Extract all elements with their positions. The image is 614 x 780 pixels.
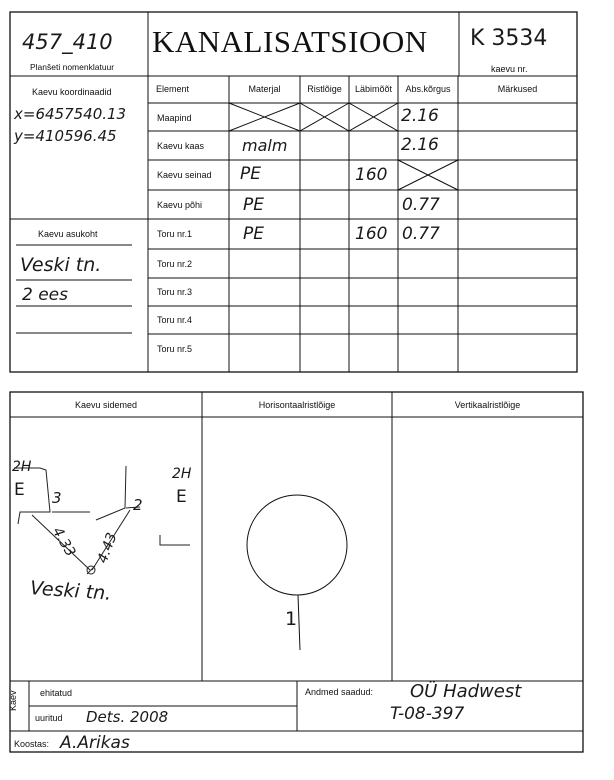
coordinates-label: Kaevu koordinaadid [32,87,112,97]
cell-abs-korgus: 0.77 [402,224,440,244]
cell-labimoot: 160 [355,224,388,244]
pipe-label: 1 [285,608,298,630]
data-source-label: Andmed saadud: [305,687,374,697]
col-header-ristloige: Ristlõige [307,84,342,94]
data-source-code: T-08-397 [390,704,465,724]
section-well-connections: Kaevu sidemed [74,400,138,410]
location-line-1: Veski tn. [20,254,102,276]
well-number-value: K 3534 [470,26,548,51]
section-horizontal-section: Horisontaalristlõige [258,400,336,410]
nomenclature-label: Planšeti nomenklatuur [30,62,115,72]
coordinate-y: y=410596.45 [14,127,117,145]
sketch-dist-left: 4.33 [48,524,79,560]
col-header-labimoot: Läbimõõt [354,84,393,94]
cell-abs-korgus: 2.16 [401,106,439,126]
col-header-abs-korgus: Abs.kõrgus [405,84,451,94]
location-line-2: 2 ees [22,285,68,305]
data-source-value: OÜ Hadwest [410,681,522,702]
cell-abs-korgus: 0.77 [402,195,440,215]
sketch-street: Veski tn. [29,577,112,605]
sketch-num-right: 2 [133,496,143,514]
sketch-right-building-e: E [176,487,187,507]
row-label: Toru nr.1 [157,229,193,239]
row-label: Kaevu kaas [157,141,205,151]
cell-materjal: malm [242,136,288,155]
built-label: ehitatud [40,688,73,698]
row-label: Toru nr.2 [157,259,193,269]
col-header-materjal: Materjal [248,84,281,94]
cell-labimoot: 160 [355,165,388,185]
nomenclature-value: 457_410 [22,30,113,54]
form-title: KANALISATSIOON [152,24,428,59]
well-side-label: Kaev [8,690,18,711]
col-header-element: Element [156,84,190,94]
sketch-right-building: 2H [172,466,192,482]
location-label: Kaevu asukoht [38,229,98,239]
sketch-num-left: 3 [52,489,62,507]
row-label: Toru nr.5 [157,344,193,354]
surveyed-value: Dets. 2008 [86,708,169,726]
row-label: Toru nr.4 [157,315,193,325]
sketch-left-building-e: E [14,480,25,500]
row-label: Kaevu seinad [157,170,212,180]
row-label: Maapind [157,113,192,123]
composed-label: Koostas: [14,739,50,749]
composed-value: A.Arikas [60,733,130,753]
row-label: Toru nr.3 [157,287,193,297]
cell-materjal: PE [243,195,264,215]
well-number-label: kaevu nr. [491,64,528,74]
sketch-dist-right: 4.43 [94,530,121,566]
coordinate-x: x=6457540.13 [14,105,127,123]
section-vertical-section: Vertikaalristlõige [454,400,521,410]
cell-abs-korgus: 2.16 [401,135,439,155]
row-label: Kaevu põhi [157,200,203,210]
sketch-left-building: 2H [12,459,32,475]
col-header-markused: Märkused [497,84,538,94]
cell-materjal: PE [243,224,264,244]
surveyed-label: uuritud [35,713,63,723]
cell-materjal: PE [240,164,261,184]
